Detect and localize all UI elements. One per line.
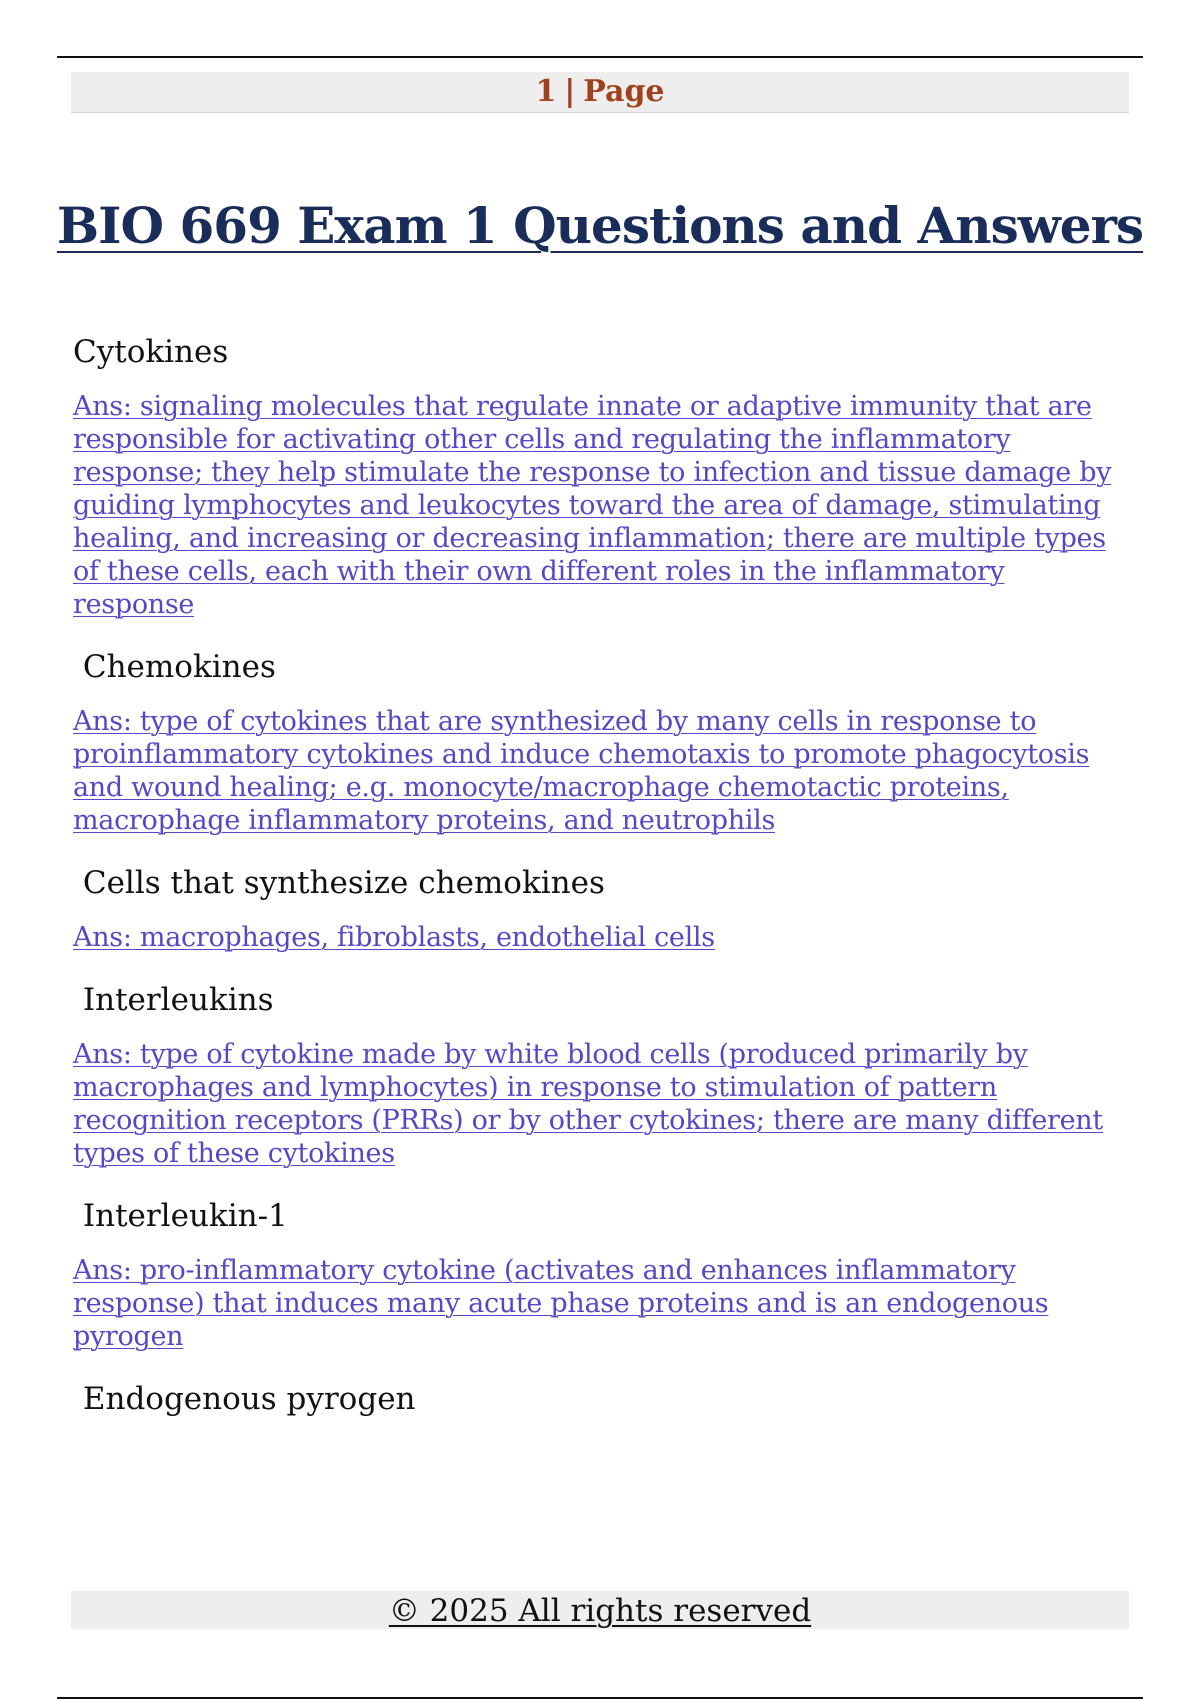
answer-link[interactable]: Ans: macrophages, fibroblasts, endothelial cells <box>73 922 715 953</box>
document-title: BIO 669 Exam 1 Questions and Answers <box>56 196 1144 255</box>
copyright-notice: © 2025 All rights reserved <box>388 1593 812 1629</box>
page-header <box>71 72 1129 113</box>
question-term: Cells that synthesize chemokines <box>73 865 605 901</box>
qa-entry <box>73 1196 1128 1353</box>
page-separator: | <box>564 74 576 109</box>
question-term: Interleukins <box>73 982 274 1018</box>
qa-list <box>73 332 1128 1437</box>
qa-entry <box>73 863 1128 954</box>
page-label: Page <box>583 74 665 109</box>
answer-link[interactable]: Ans: pro-inflammatory cytokine (activates and enhances inflammatory response) that induces many acute phase proteins and is an endogenous pyrogen <box>73 1255 1049 1352</box>
question-term: Chemokines <box>73 649 276 685</box>
qa-entry <box>73 1379 1128 1419</box>
answer-link[interactable]: Ans: type of cytokine made by white blood cells (produced primarily by macrophages and lymphocytes) in response to stimulation of pattern recognition receptors (PRRs) or by other cytokines; there are many different types of these cytokines <box>73 1039 1103 1169</box>
top-rule <box>57 56 1143 58</box>
qa-entry <box>73 647 1128 837</box>
answer-link[interactable]: Ans: type of cytokines that are synthesized by many cells in response to proinflammatory cytokines and induce chemotaxis to promote phagocytosis and wound healing; e.g. monocyte/macrophage chemotactic proteins, macrophage inflammatory proteins, and neutrophils <box>73 706 1090 836</box>
bottom-rule <box>57 1697 1143 1699</box>
question-term: Cytokines <box>73 334 229 370</box>
qa-entry <box>73 332 1128 621</box>
page-footer <box>71 1591 1129 1629</box>
page-number: 1 <box>535 74 557 109</box>
question-term: Endogenous pyrogen <box>73 1381 416 1417</box>
answer-link[interactable]: Ans: signaling molecules that regulate innate or adaptive immunity that are responsible for activating other cells and regulating the inflammatory response; they help stimulate the response to infection and tissue damage by guiding lymphocytes and leukocytes toward the area of damage, stimulating healing, and increasing or decreasing inflammation; there are multiple types of these cells, each with their own different roles in the inflammatory response <box>73 391 1112 620</box>
question-term: Interleukin-1 <box>73 1198 288 1234</box>
qa-entry <box>73 980 1128 1170</box>
